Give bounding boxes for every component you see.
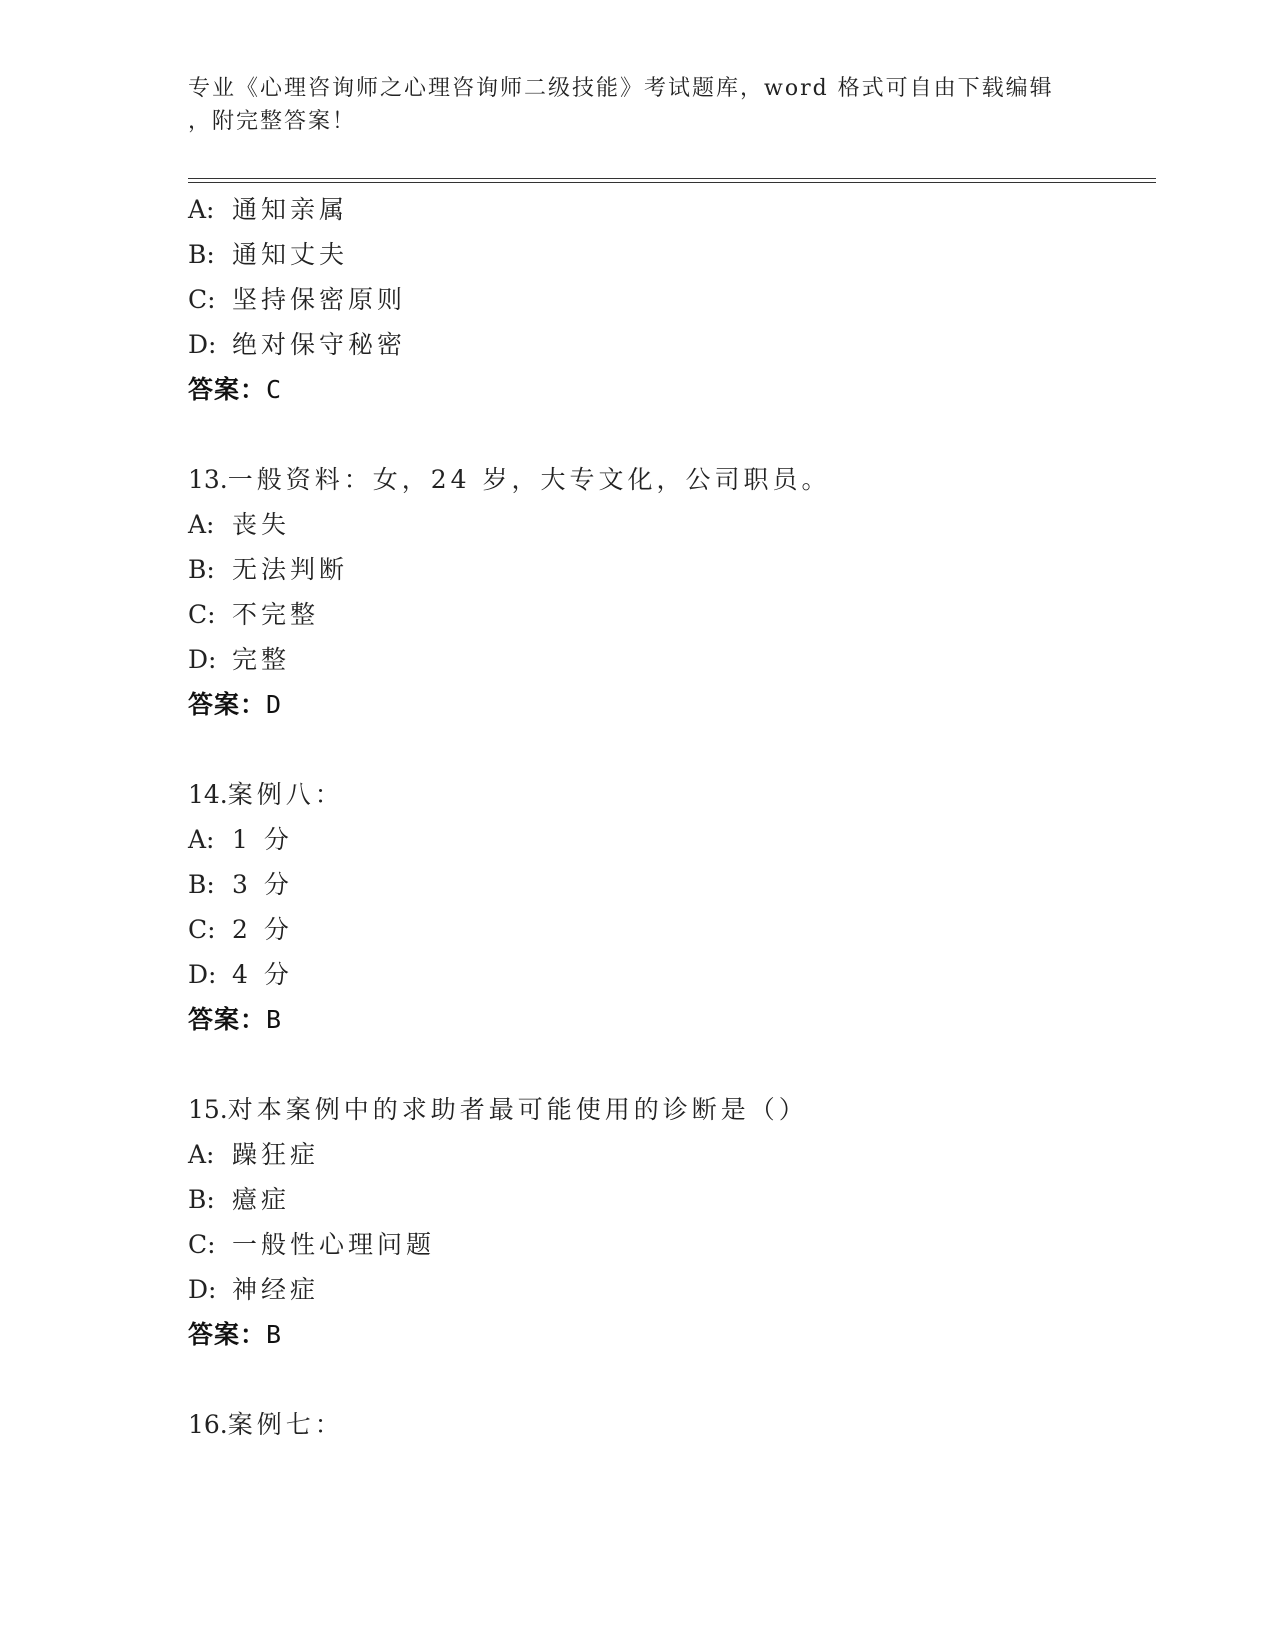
option-letter: C: bbox=[188, 285, 216, 314]
option-text: 通知丈夫 bbox=[232, 240, 349, 269]
option-letter: A: bbox=[188, 825, 215, 854]
option-c bbox=[188, 284, 406, 316]
option-b bbox=[188, 869, 293, 901]
answer-value: D bbox=[266, 690, 283, 719]
question-number: 13. bbox=[188, 465, 228, 494]
option-text: 坚持保密原则 bbox=[232, 285, 407, 314]
option-letter: A: bbox=[188, 1140, 215, 1169]
option-letter: D: bbox=[188, 960, 217, 989]
option-a bbox=[188, 824, 293, 856]
answer-value: B bbox=[266, 1005, 283, 1034]
option-b bbox=[188, 554, 348, 586]
option-text: 神经症 bbox=[232, 1275, 320, 1304]
answer-label: 答案： bbox=[188, 375, 267, 404]
option-text: 躁狂症 bbox=[232, 1140, 320, 1169]
answer-value: C bbox=[266, 375, 283, 404]
option-a bbox=[188, 509, 290, 541]
option-letter: C: bbox=[188, 915, 216, 944]
option-text: 完整 bbox=[232, 645, 291, 674]
option-text: 2 分 bbox=[232, 915, 293, 944]
option-c bbox=[188, 914, 293, 946]
question-15 bbox=[188, 1094, 808, 1126]
question-text: 对本案例中的求助者最可能使用的诊断是（） bbox=[227, 1095, 808, 1124]
answer-label: 答案： bbox=[188, 1320, 267, 1349]
option-text: 丧失 bbox=[232, 510, 291, 539]
option-letter: B: bbox=[188, 240, 215, 269]
option-letter: B: bbox=[188, 870, 215, 899]
answer-line bbox=[188, 374, 282, 406]
option-text: 不完整 bbox=[232, 600, 320, 629]
option-a bbox=[188, 1139, 319, 1171]
option-c bbox=[188, 599, 319, 631]
option-letter: A: bbox=[188, 195, 215, 224]
option-b bbox=[188, 239, 348, 271]
option-text: 无法判断 bbox=[232, 555, 349, 584]
question-text: 案例七： bbox=[227, 1410, 344, 1439]
answer-label: 答案： bbox=[188, 690, 267, 719]
option-letter: C: bbox=[188, 600, 216, 629]
option-letter: D: bbox=[188, 1275, 217, 1304]
option-c bbox=[188, 1229, 435, 1261]
question-number: 15. bbox=[188, 1095, 228, 1124]
question-number: 16. bbox=[188, 1410, 228, 1439]
question-14 bbox=[188, 779, 344, 811]
header-divider-top bbox=[188, 178, 1156, 179]
option-text: 3 分 bbox=[232, 870, 293, 899]
option-letter: C: bbox=[188, 1230, 216, 1259]
question-16 bbox=[188, 1409, 344, 1441]
option-text: 一般性心理问题 bbox=[232, 1230, 436, 1259]
option-text: 通知亲属 bbox=[232, 195, 349, 224]
header-divider-bottom bbox=[188, 182, 1156, 183]
answer-line bbox=[188, 1319, 282, 1351]
option-letter: B: bbox=[188, 1185, 215, 1214]
document-header bbox=[188, 72, 1088, 138]
answer-label: 答案： bbox=[188, 1005, 267, 1034]
option-d bbox=[188, 1274, 319, 1306]
question-text: 一般资料：女，24 岁，大专文化，公司职员。 bbox=[227, 465, 831, 494]
question-number: 14. bbox=[188, 780, 228, 809]
option-text: 4 分 bbox=[232, 960, 293, 989]
option-letter: D: bbox=[188, 645, 217, 674]
option-letter: B: bbox=[188, 555, 215, 584]
question-text: 案例八： bbox=[227, 780, 344, 809]
answer-value: B bbox=[266, 1320, 283, 1349]
header-line-1: 专业《心理咨询师之心理咨询师二级技能》考试题库，word 格式可自由下载编辑 bbox=[188, 76, 1054, 101]
option-b bbox=[188, 1184, 290, 1216]
answer-line bbox=[188, 689, 282, 721]
option-text: 癔症 bbox=[232, 1185, 291, 1214]
header-line-2: ，附完整答案！ bbox=[188, 109, 357, 134]
option-text: 1 分 bbox=[232, 825, 293, 854]
option-d bbox=[188, 329, 406, 361]
option-letter: D: bbox=[188, 330, 217, 359]
option-a bbox=[188, 194, 348, 226]
option-letter: A: bbox=[188, 510, 215, 539]
answer-line bbox=[188, 1004, 282, 1036]
option-d bbox=[188, 644, 290, 676]
question-13 bbox=[188, 464, 831, 496]
option-text: 绝对保守秘密 bbox=[232, 330, 407, 359]
option-d bbox=[188, 959, 293, 991]
